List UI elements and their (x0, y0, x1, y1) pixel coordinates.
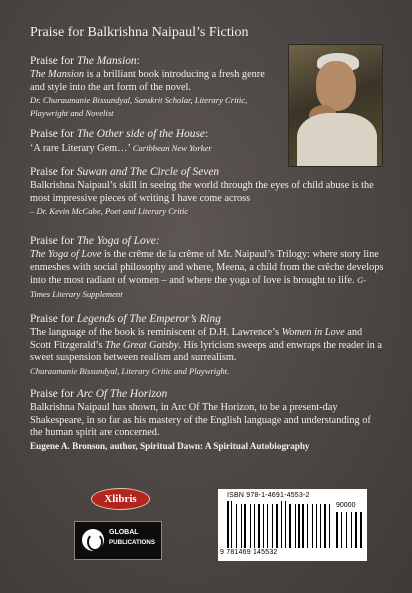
publications-line: PUBLICATIONS (109, 539, 155, 546)
praise-text: The Yoga of Love is the crême de la crême of Mr. Naipaul’s Trilogy: where story line enmeshes with social philosophy and where, Meena, a child from the crêche develops into the most radiant of women – and where the yoga of love is brought to life. G-Times Literary Supplement (30, 249, 384, 299)
barcode-bar (312, 504, 313, 548)
barcode-bar (295, 504, 296, 548)
barcode-bar (329, 504, 330, 548)
barcode-bar (231, 501, 232, 548)
price-bar (336, 512, 338, 548)
praise-heading: Praise for Suwan and The Circle of Seven (30, 166, 220, 178)
global-line: GLOBAL (109, 529, 139, 536)
barcode-bar (258, 504, 260, 548)
price-bar (360, 512, 362, 548)
isbn-label: ISBN 978-1-4691-4553-2 (227, 492, 310, 499)
barcode-bar (285, 501, 286, 548)
praise-text: Balkrishna Naipaul has shown, in Arc Of The Horizon, to be a present-day Shakespeare, in so far as his mastery of the English language and understanding of the human spirit are concerned. (30, 402, 371, 439)
price-bar (351, 512, 352, 548)
praise-heading: Praise for The Other side of the House: (30, 128, 209, 140)
price-barcode-bars (336, 512, 364, 548)
barcode-bar (244, 504, 246, 548)
praise-citation: Churaumanie Bissundyal, Literary Critic and Playwright. (30, 365, 230, 376)
barcode-bar (276, 504, 278, 548)
praise-citation: Dr. Churaumanie Bissundyal, Sanskrit Scholar, Literary Critic, Playwright and Novelist (30, 95, 248, 118)
barcode-bar (227, 501, 229, 548)
page-heading: Praise for Balkrishna Naipaul’s Fiction (30, 25, 249, 40)
barcode-bar (316, 504, 317, 548)
barcode-bar (250, 504, 251, 548)
barcode-digits: 9 781469 145532 (220, 549, 278, 556)
praise-citation: – Dr. Kevin McCabe, Poet and Literary Critic (30, 206, 189, 217)
price-bar (355, 512, 357, 548)
barcode-bar (289, 504, 291, 548)
price-code: 90000 (336, 502, 356, 509)
barcode-bar (324, 504, 326, 548)
barcode-bar (302, 504, 304, 548)
barcode-bar (307, 504, 308, 548)
author-face (316, 61, 356, 111)
price-bar (341, 512, 342, 548)
praise-citation: Eugene A. Bronson, author, Spiritual Dawn: A Spiritual Autobiography (30, 440, 310, 451)
praise-text: ‘A rare Literary Gem…’ Caribbean New Yorker (30, 143, 212, 154)
main-barcode-bars (227, 501, 332, 548)
globe-icon (82, 529, 104, 551)
praise-block-arc (30, 387, 385, 452)
praise-text: Balkrishna Naipaul’s skill in seeing the world through the eyes of child abuse is the most impressive pieces of writing I have come across (30, 180, 374, 204)
praise-heading: Praise for Arc Of The Horizon (30, 388, 168, 400)
author-body (297, 113, 377, 167)
barcode-bar (254, 504, 256, 548)
praise-block-legends (30, 312, 385, 377)
barcode-bar (281, 501, 282, 548)
barcode-bar (272, 504, 274, 548)
praise-block-mansion (30, 54, 280, 119)
praise-text: The language of the book is reminiscent of D.H. Lawrence’s Women in Love and Scott Fitzgerald’s The Great Gatsby. His lyricism sweeps and enwraps the reader in a sweet suspension between realism and surrealism. (30, 327, 382, 364)
praise-block-suwan (30, 165, 385, 218)
author-photo (288, 44, 383, 167)
barcode-bar (236, 504, 237, 548)
global-publications-logo (74, 521, 162, 560)
praise-heading: Praise for Legends of The Emperor’s Ring (30, 313, 221, 325)
praise-block-yoga-of-love (30, 234, 385, 301)
barcode-bar (241, 504, 242, 548)
barcode-bar (263, 504, 265, 548)
price-bar (346, 512, 347, 548)
praise-heading: Praise for The Mansion: (30, 55, 140, 67)
barcode-bar (298, 504, 300, 548)
xlibris-logo: Xlibris (91, 488, 150, 510)
barcode (218, 489, 367, 561)
barcode-bar (320, 504, 322, 548)
praise-heading: Praise for The Yoga of Love: (30, 235, 160, 247)
praise-block-other-side (30, 127, 280, 156)
praise-text: The Mansion is a brilliant book introducing a fresh genre and style into the art form of the novel. (30, 69, 265, 93)
barcode-bar (267, 504, 268, 548)
